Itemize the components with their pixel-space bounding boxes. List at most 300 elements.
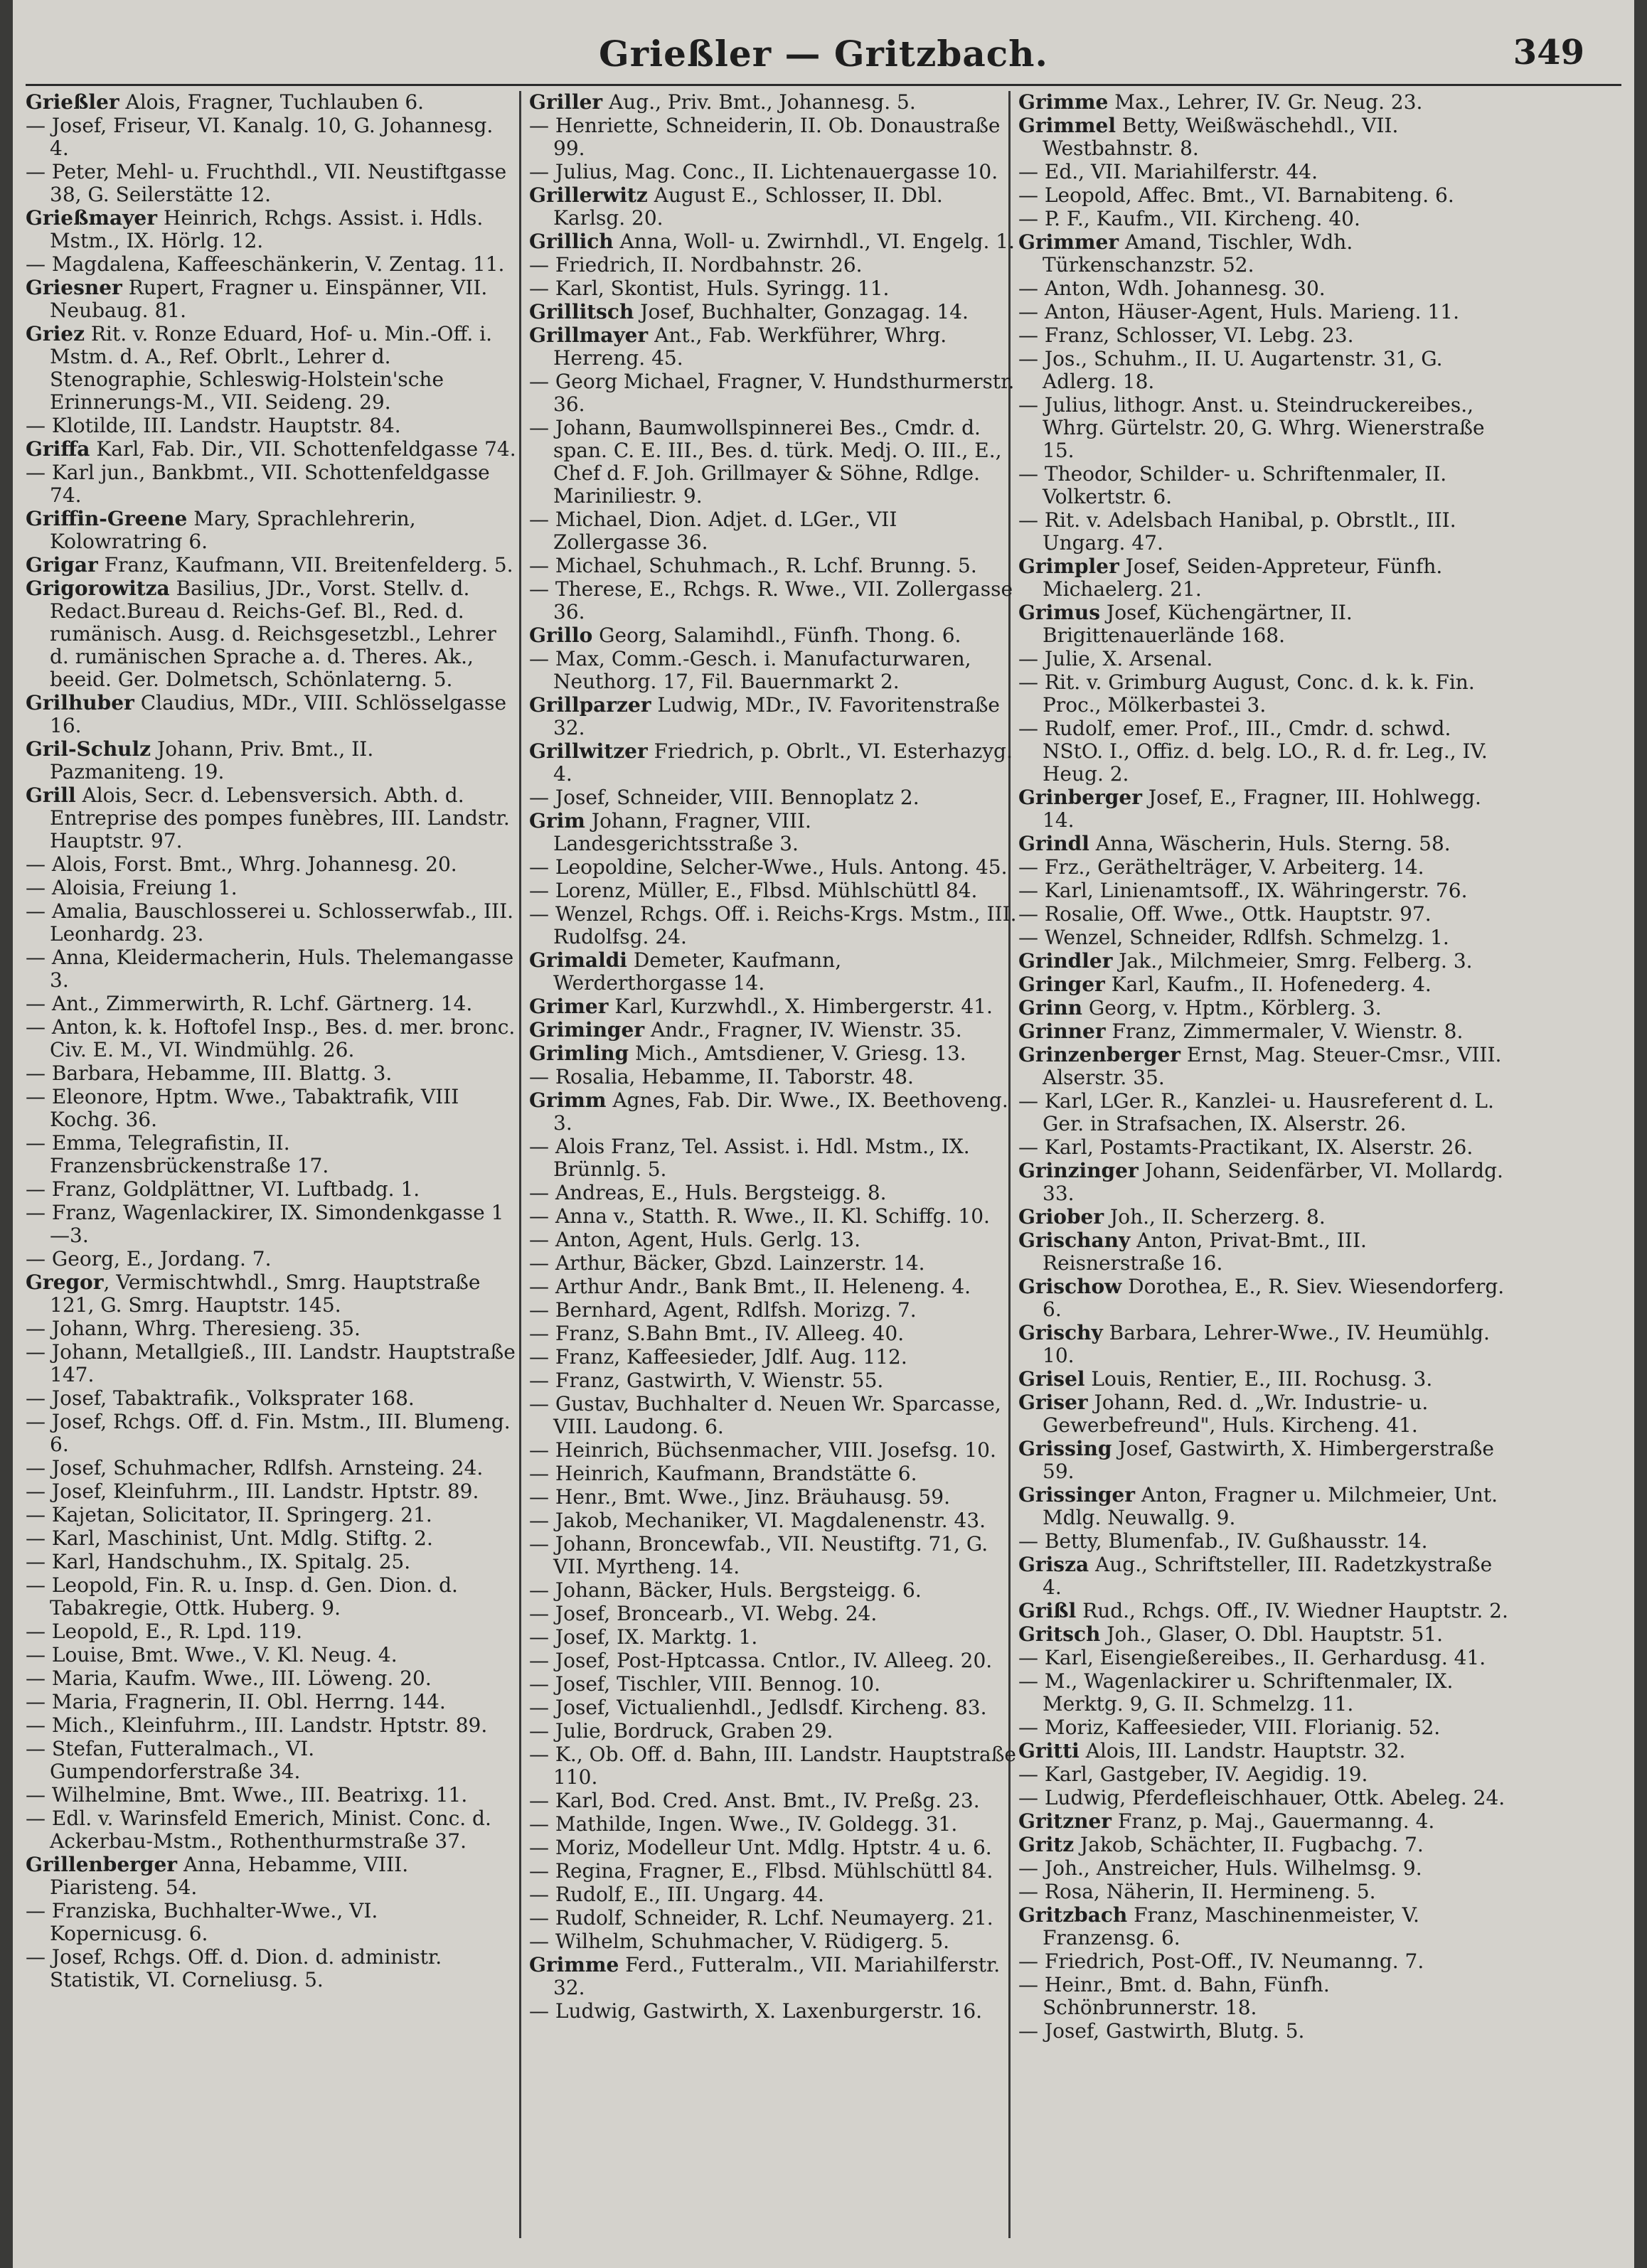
directory-entry	[1018, 231, 1509, 277]
entry-details: — Franz, Schlosser, VI. Lebg. 23.	[1018, 323, 1354, 347]
entry-surname: Gritzner	[1018, 1809, 1112, 1833]
entry-details: — Heinrich, Kaufmann, Brandstätte 6.	[529, 1462, 917, 1485]
entry-surname: Gringer	[1018, 973, 1105, 996]
entry-details: — Anton, k. k. Hoftofel Insp., Bes. d. mer. bronc. Civ. E. M., VI. Windmühlg. 26.	[26, 1015, 516, 1061]
directory-entry	[1018, 161, 1509, 183]
entry-details: Alois, III. Landstr. Hauptstr. 32.	[1079, 1739, 1406, 1762]
entry-surname: Grillwitzer	[529, 739, 648, 763]
entry-details: Ant., Fab. Werkführer, Whrg. Herreng. 45.	[553, 323, 947, 370]
directory-entry	[26, 1248, 516, 1271]
directory-entry	[1018, 1787, 1509, 1809]
entry-details: Anna, Hebamme, VIII. Piaristeng. 54.	[50, 1853, 409, 1899]
entry-details: — Ludwig, Gastwirth, X. Laxenburgerstr. 16.	[529, 1999, 983, 2023]
directory-entry	[1018, 1322, 1509, 1367]
entry-details: — Karl jun., Bankbmt., VII. Schottenfeldgasse 74.	[26, 461, 490, 507]
directory-entry	[26, 1062, 516, 1085]
directory-entry	[26, 1854, 516, 1899]
directory-entry	[529, 1439, 1020, 1462]
directory-entry	[529, 1462, 1020, 1485]
directory-entry	[529, 2000, 1020, 2023]
entry-details: Karl, Kaufm., II. Hofenederg. 4.	[1104, 973, 1432, 996]
directory-entry	[529, 114, 1020, 160]
directory-entry	[529, 1649, 1020, 1672]
directory-entry	[529, 903, 1020, 948]
directory-entry	[26, 161, 516, 206]
entry-surname: Grießler	[26, 90, 119, 114]
entry-surname: Grinberger	[1018, 786, 1142, 809]
entry-details: — Ant., Zimmerwirth, R. Lchf. Gärtnerg. 14.	[26, 992, 473, 1015]
directory-entry	[1018, 856, 1509, 879]
directory-entry	[1018, 1974, 1509, 2019]
entry-surname: Gritz	[1018, 1833, 1075, 1856]
entry-details: — Karl, LGer. R., Kanzlei- u. Hausreferent d. L. Ger. in Strafsachen, IX. Alserstr. 26.	[1018, 1089, 1494, 1135]
entry-details: Karl, Kurzwhdl., X. Himbergerstr. 41.	[608, 995, 993, 1018]
directory-entry	[1018, 786, 1509, 832]
entry-surname: Grissing	[1018, 1437, 1112, 1460]
entry-details: Andr., Fragner, IV. Wienstr. 35.	[644, 1018, 962, 1042]
entry-details: — Ludwig, Pferdefleischhauer, Ottk. Abeleg. 24.	[1018, 1786, 1505, 1809]
directory-entry	[1018, 1438, 1509, 1483]
entry-details: — Josef, Victualienhdl., Jedlsdf. Kircheng. 83.	[529, 1696, 987, 1719]
directory-entry	[529, 1019, 1020, 1042]
directory-entry	[26, 577, 516, 691]
entry-details: — Josef, Rchgs. Off. d. Fin. Mstm., III. Blumeng. 6.	[26, 1410, 511, 1456]
directory-entry	[1018, 277, 1509, 300]
directory-entry	[1018, 997, 1509, 1020]
directory-entry	[529, 301, 1020, 323]
directory-entry	[529, 1393, 1020, 1438]
entry-surname: Grillenberger	[26, 1853, 178, 1876]
entry-details: — K., Ob. Off. d. Bahn, III. Landstr. Hauptstraße 110.	[529, 1743, 1016, 1789]
entry-details: — Lorenz, Müller, E., Flbsd. Mühlschüttl 84.	[529, 879, 978, 902]
entry-details: Max., Lehrer, IV. Gr. Neug. 23.	[1108, 90, 1423, 114]
entry-details: , Vermischtwhdl., Smrg. Hauptstraße 121, G. Smrg. Hauptstr. 145.	[50, 1271, 481, 1317]
entry-details: Franz, Zimmermaler, V. Wienstr. 8.	[1105, 1020, 1464, 1043]
directory-entry	[26, 1341, 516, 1386]
entry-surname: Grinn	[1018, 996, 1083, 1020]
entry-details: — Josef, Tischler, VIII. Bennog. 10.	[529, 1672, 880, 1696]
entry-details: August E., Schlosser, II. Dbl. Karlsg. 20.	[553, 183, 943, 230]
entry-surname: Grisel	[1018, 1367, 1085, 1391]
directory-entry	[1018, 2020, 1509, 2043]
entry-details: — Karl, Handschuhm., IX. Spitalg. 25.	[26, 1550, 411, 1573]
entry-details: — Mathilde, Ingen. Wwe., IV. Goldegg. 31.	[529, 1812, 958, 1836]
directory-entry	[529, 1275, 1020, 1298]
directory-entry	[26, 946, 516, 992]
directory-entry	[529, 1509, 1020, 1532]
directory-entry	[26, 1551, 516, 1573]
directory-entry	[1018, 1553, 1509, 1599]
directory-entry	[1018, 648, 1509, 670]
directory-entry	[1018, 973, 1509, 996]
entry-details: — Bernhard, Agent, Rdlfsh. Morizg. 7.	[529, 1298, 917, 1322]
entry-surname: Griller	[529, 90, 603, 114]
directory-entry	[26, 253, 516, 276]
entry-details: — Johann, Broncewfab., VII. Neustiftg. 71, G. VII. Myrtheng. 14.	[529, 1532, 988, 1578]
entry-details: — Rudolf, emer. Prof., III., Cmdr. d. schwd. NStO. I., Offiz. d. belg. LO., R. d. fr. Leg., IV. Heug. 2.	[1018, 717, 1488, 786]
entry-details: Joh., Glaser, O. Dbl. Hauptstr. 51.	[1100, 1622, 1444, 1646]
directory-entry	[529, 810, 1020, 855]
page-title: Grießler — Gritzbach.	[599, 33, 1048, 75]
directory-entry	[1018, 903, 1509, 926]
entry-surname: Grigorowitza	[26, 577, 170, 600]
directory-column-2	[529, 91, 1020, 2023]
entry-surname: Grischany	[1018, 1229, 1131, 1252]
directory-entry	[26, 1738, 516, 1783]
directory-entry	[1018, 1044, 1509, 1089]
entry-details: — Karl, Linienamtsoff., IX. Währingerstr. 76.	[1018, 879, 1468, 902]
directory-entry	[529, 370, 1020, 416]
entry-surname: Grilhuber	[26, 691, 134, 715]
entry-details: Aug., Priv. Bmt., Johannesg. 5.	[602, 90, 916, 114]
entry-surname: Grimme	[1018, 90, 1109, 114]
directory-entry	[529, 91, 1020, 114]
entry-surname: Grillo	[529, 624, 593, 647]
entry-details: — Anna v., Statth. R. Wwe., II. Kl. Schiffg. 10.	[529, 1204, 990, 1228]
entry-surname: Grinzenberger	[1018, 1043, 1181, 1066]
entry-details: — Emma, Telegrafistin, II. Franzensbrückenstraße 17.	[26, 1131, 329, 1177]
entry-details: — Frz., Geräthelträger, V. Arbeiterg. 14.	[1018, 855, 1424, 879]
directory-entry	[26, 1644, 516, 1667]
entry-details: Joh., II. Scherzerg. 8.	[1104, 1205, 1326, 1229]
entry-details: — Mich., Kleinfuhrm., III. Landstr. Hptstr. 89.	[26, 1713, 488, 1737]
directory-entry	[1018, 601, 1509, 647]
directory-entry	[529, 1299, 1020, 1322]
entry-surname: Gregor	[26, 1271, 104, 1294]
entry-details: — Henriette, Schneiderin, II. Ob. Donaustraße 99.	[529, 114, 1001, 160]
entry-details: Jakob, Schächter, II. Fugbachg. 7.	[1074, 1833, 1424, 1856]
entry-details: — Rit. v. Grimburg August, Conc. d. k. k. Fin. Proc., Mölkerbastei 3.	[1018, 670, 1475, 717]
directory-entry	[529, 1626, 1020, 1649]
entry-details: — Heinrich, Büchsenmacher, VIII. Josefsg. 10.	[529, 1438, 996, 1462]
entry-surname: Grindler	[1018, 949, 1113, 973]
directory-entry	[1018, 1740, 1509, 1762]
directory-entry	[529, 740, 1020, 786]
entry-surname: Gritti	[1018, 1739, 1080, 1762]
entry-details: — Aloisia, Freiung 1.	[26, 876, 238, 899]
directory-entry	[26, 1620, 516, 1643]
directory-entry	[529, 1533, 1020, 1578]
entry-details: Louis, Rentier, E., III. Rochusg. 3.	[1084, 1367, 1433, 1391]
entry-surname: Grillerwitz	[529, 183, 648, 207]
directory-entry	[529, 555, 1020, 577]
directory-entry	[529, 1603, 1020, 1625]
directory-entry	[529, 1579, 1020, 1602]
entry-details: Johann, Priv. Bmt., II. Pazmaniteng. 19.	[50, 737, 374, 783]
entry-details: — Joh., Anstreicher, Huls. Wilhelmsg. 9.	[1018, 1856, 1422, 1880]
entry-details: — Rosalia, Hebamme, II. Taborstr. 48.	[529, 1065, 914, 1088]
directory-entry	[529, 324, 1020, 370]
directory-entry	[529, 1252, 1020, 1275]
entry-details: — Rudolf, E., III. Ungarg. 44.	[529, 1883, 824, 1906]
directory-entry	[26, 1784, 516, 1807]
entry-details: Anna, Wäscherin, Huls. Sterng. 58.	[1089, 832, 1451, 855]
directory-entry	[1018, 184, 1509, 207]
entry-details: — Barbara, Hebamme, III. Blattg. 3.	[26, 1061, 393, 1085]
entry-details: — P. F., Kaufm., VII. Kircheng. 40.	[1018, 207, 1360, 230]
directory-entry	[529, 949, 1020, 995]
entry-details: Anton, Fragner u. Milchmeier, Unt. Mdlg. Neuwallg. 9.	[1043, 1483, 1498, 1529]
entry-details: Alois, Secr. d. Lebensversich. Abth. d. Entreprise des pompes funèbres, III. Landstr. Hauptstr. 97.	[50, 783, 510, 852]
entry-surname: Grimling	[529, 1042, 629, 1065]
header-rule	[26, 84, 1621, 86]
entry-surname: Griser	[1018, 1391, 1088, 1414]
entry-details: — Wenzel, Rchgs. Off. i. Reichs-Krgs. Mstm., III. Rudolfsg. 24.	[529, 902, 1017, 948]
entry-details: — Julie, Bordruck, Graben 29.	[529, 1719, 833, 1743]
entry-details: — Klotilde, III. Landstr. Hauptstr. 84.	[26, 414, 401, 437]
directory-entry	[529, 879, 1020, 902]
entry-details: Johann, Seidenfärber, VI. Mollardg. 33.	[1043, 1159, 1503, 1205]
directory-entry	[529, 624, 1020, 647]
directory-entry	[26, 461, 516, 507]
entry-details: — Theodor, Schilder- u. Schriftenmaler, II. Volkertstr. 6.	[1018, 462, 1447, 508]
directory-entry	[1018, 1670, 1509, 1716]
entry-details: — Josef, Kleinfuhrm., III. Landstr. Hptstr. 89.	[26, 1480, 479, 1503]
entry-details: — Josef, Schuhmacher, Rdlfsh. Arnsteing. 24.	[26, 1456, 484, 1480]
entry-surname: Grim	[529, 809, 585, 833]
directory-entry	[529, 277, 1020, 300]
directory-entry	[26, 1178, 516, 1201]
directory-entry	[26, 900, 516, 946]
entry-details: — Leopold, Fin. R. u. Insp. d. Gen. Dion. d. Tabakregie, Ottk. Huberg. 9.	[26, 1573, 458, 1620]
entry-details: — Wilhelmine, Bmt. Wwe., III. Beatrixg. 11.	[26, 1783, 468, 1807]
directory-entry	[529, 1182, 1020, 1204]
directory-entry	[1018, 1229, 1509, 1275]
entry-details: Heinrich, Rchgs. Assist. i. Hdls. Mstm., IX. Hörlg. 12.	[50, 206, 484, 252]
entry-surname: Grimme	[529, 1953, 619, 1977]
entry-details: — Johann, Bäcker, Huls. Bergsteigg. 6.	[529, 1578, 922, 1602]
directory-entry	[1018, 1275, 1509, 1321]
directory-entry	[26, 554, 516, 577]
directory-entry	[1018, 1206, 1509, 1229]
entry-surname: Grinner	[1018, 1020, 1106, 1043]
directory-entry	[1018, 348, 1509, 393]
entry-details: — Louise, Bmt. Wwe., V. Kl. Neug. 4.	[26, 1643, 398, 1667]
page-number: 349	[1513, 33, 1584, 73]
entry-details: — Andreas, E., Huls. Bergsteigg. 8.	[529, 1181, 887, 1204]
entry-surname: Grisza	[1018, 1553, 1089, 1576]
directory-entry	[1018, 1160, 1509, 1205]
entry-details: — Friedrich, II. Nordbahnstr. 26.	[529, 253, 863, 277]
directory-entry	[1018, 91, 1509, 114]
directory-entry	[26, 877, 516, 899]
entry-details: — Josef, Friseur, VI. Kanalg. 10, G. Johannesg. 4.	[26, 114, 494, 160]
entry-surname: Grindl	[1018, 832, 1089, 855]
directory-entry	[529, 1907, 1020, 1930]
directory-entry	[529, 161, 1020, 183]
directory-entry	[1018, 1530, 1509, 1553]
entry-surname: Grill	[26, 783, 76, 807]
entry-details: Ernst, Mag. Steuer-Cmsr., VIII. Alserstr. 35.	[1043, 1043, 1502, 1089]
directory-entry	[1018, 1716, 1509, 1739]
entry-details: Barbara, Lehrer-Wwe., IV. Heumühlg. 10.	[1043, 1321, 1490, 1367]
entry-details: Anton, Privat-Bmt., III. Reisnerstraße 16.	[1043, 1229, 1367, 1275]
entry-surname: Grillich	[529, 230, 614, 253]
entry-details: Josef, Küchengärtner, II. Brigittenauerlände 168.	[1043, 601, 1353, 647]
directory-entry	[26, 1714, 516, 1737]
directory-entry	[529, 230, 1020, 253]
entry-details: — Gustav, Buchhalter d. Neuen Wr. Sparcasse, VIII. Laudong. 6.	[529, 1392, 1001, 1438]
entry-details: Rupert, Fragner u. Einspänner, VII. Neubaug. 81.	[50, 276, 488, 322]
entry-details: — Heinr., Bmt. d. Bahn, Fünfh. Schönbrunnerstr. 18.	[1018, 1973, 1330, 2019]
entry-surname: Grissinger	[1018, 1483, 1135, 1507]
entry-surname: Grischy	[1018, 1321, 1103, 1344]
directory-entry	[26, 91, 516, 114]
directory-entry	[1018, 879, 1509, 902]
directory-entry	[529, 1369, 1020, 1392]
directory-entry	[1018, 1834, 1509, 1856]
entry-surname: Griffa	[26, 437, 90, 461]
entry-details: — Karl, Bod. Cred. Anst. Bmt., IV. Preßg. 23.	[529, 1789, 980, 1812]
entry-details: — Franz, Goldplättner, VI. Luftbadg. 1.	[26, 1177, 420, 1201]
entry-details: — Alois, Forst. Bmt., Whrg. Johannesg. 20.	[26, 852, 457, 876]
directory-entry	[529, 1954, 1020, 1999]
entry-surname: Griober	[1018, 1205, 1104, 1229]
entry-details: — Kajetan, Solicitator, II. Springerg. 21.	[26, 1503, 432, 1526]
entry-details: Josef, E., Fragner, III. Hohlwegg. 14.	[1043, 786, 1481, 832]
directory-entry	[26, 277, 516, 322]
entry-details: — Karl, Skontist, Huls. Syringg. 11.	[529, 277, 890, 300]
entry-details: — Maria, Kaufm. Wwe., III. Löweng. 20.	[26, 1667, 432, 1690]
directory-entry	[1018, 1020, 1509, 1043]
entry-details: — Alois Franz, Tel. Assist. i. Hdl. Mstm., IX. Brünnlg. 5.	[529, 1135, 970, 1181]
entry-details: Amand, Tischler, Wdh. Türkenschanzstr. 52.	[1043, 230, 1353, 277]
directory-entry	[1018, 208, 1509, 230]
entry-details: Ferd., Futteralm., VII. Mariahilferstr. 32.	[553, 1953, 1001, 1999]
directory-entry	[26, 414, 516, 437]
directory-entry	[529, 1836, 1020, 1859]
directory-entry	[26, 1527, 516, 1550]
entry-details: — Rit. v. Adelsbach Hanibal, p. Obrstlt., III. Ungarg. 47.	[1018, 508, 1456, 555]
entry-details: — Georg, E., Jordang. 7.	[26, 1247, 272, 1271]
directory-entry	[529, 184, 1020, 230]
entry-details: — Josef, Schneider, VIII. Bennoplatz 2.	[529, 786, 920, 809]
entry-details: — Josef, Broncearb., VI. Webg. 24.	[529, 1602, 878, 1625]
entry-details: — Ed., VII. Mariahilferstr. 44.	[1018, 160, 1318, 183]
directory-entry	[1018, 463, 1509, 508]
directory-entry	[529, 1696, 1020, 1719]
entry-surname: Grillmayer	[529, 323, 649, 347]
entry-details: — Leopold, E., R. Lpd. 119.	[26, 1620, 302, 1643]
directory-entry	[26, 1667, 516, 1690]
entry-details: — Regina, Fragner, E., Flbsd. Mühlschüttl 84.	[529, 1859, 993, 1883]
entry-details: — Anton, Wdh. Johannesg. 30.	[1018, 277, 1326, 300]
entry-details: Johann, Fragner, VIII. Landesgerichtsstraße 3.	[553, 809, 811, 855]
directory-entry	[1018, 1600, 1509, 1622]
directory-entry	[529, 1883, 1020, 1906]
directory-entry	[529, 254, 1020, 277]
entry-details: — Friedrich, Post-Off., IV. Neumanng. 7.	[1018, 1949, 1424, 1973]
page-header	[13, 28, 1634, 85]
entry-details: — Karl, Gastgeber, IV. Aegidig. 19.	[1018, 1762, 1368, 1786]
entry-surname: Grimmel	[1018, 114, 1116, 137]
entry-details: — Franz, Kaffeesieder, Jdlf. Aug. 112.	[529, 1345, 907, 1369]
directory-entry	[529, 1346, 1020, 1369]
entry-details: — Maria, Fragnerin, II. Obl. Herrng. 144.	[26, 1690, 446, 1713]
directory-entry	[529, 1042, 1020, 1065]
entry-details: — Rudolf, Schneider, R. Lchf. Neumayerg. 21.	[529, 1906, 993, 1930]
directory-entry	[1018, 1136, 1509, 1159]
entry-details: — Arthur, Bäcker, Gbzd. Lainzerstr. 14.	[529, 1251, 925, 1275]
directory-entry	[26, 993, 516, 1015]
directory-entry	[26, 1900, 516, 1945]
entry-details: Anna, Woll- u. Zwirnhdl., VI. Engelg. 1.	[613, 230, 1015, 253]
entry-details: — Karl, Eisengießereibes., II. Gerhardusg. 41.	[1018, 1646, 1486, 1669]
entry-surname: Grimus	[1018, 601, 1101, 624]
entry-details: — Rosa, Näherin, II. Hermineng. 5.	[1018, 1880, 1376, 1903]
directory-column-1	[26, 91, 516, 1992]
entry-details: Friedrich, p. Obrlt., VI. Esterhazyg. 4.	[553, 739, 1013, 786]
column-divider-1	[519, 91, 521, 2238]
directory-entry	[1018, 394, 1509, 462]
directory-entry	[1018, 1647, 1509, 1669]
entry-details: — Jos., Schuhm., II. U. Augartenstr. 31, G. Adlerg. 18.	[1018, 347, 1443, 393]
directory-entry	[26, 1086, 516, 1131]
entry-details: — Julius, lithogr. Anst. u. Steindruckereibes., Whrg. Gürtelstr. 20, G. Whrg. Wienerstraße 15.	[1018, 393, 1485, 462]
entry-details: — Michael, Dion. Adjet. d. LGer., VII Zollergasse 36.	[529, 508, 897, 554]
entry-details: — Wenzel, Schneider, Rdlfsh. Schmelzg. 1.	[1018, 926, 1449, 949]
directory-entry	[26, 1016, 516, 1061]
directory-entry	[529, 1790, 1020, 1812]
entry-details: — Josef, IX. Marktg. 1.	[529, 1625, 758, 1649]
directory-entry	[1018, 833, 1509, 855]
entry-details: — Julius, Mag. Conc., II. Lichtenauergasse 10.	[529, 160, 998, 183]
entry-details: Mich., Amtsdiener, V. Griesg. 13.	[629, 1042, 966, 1065]
directory-entry	[529, 1813, 1020, 1836]
entry-surname: Grillitsch	[529, 300, 634, 323]
directory-entry	[26, 853, 516, 876]
entry-surname: Grimm	[529, 1088, 607, 1112]
directory-entry	[1018, 671, 1509, 717]
entry-details: — Julie, X. Arsenal.	[1018, 647, 1213, 670]
entry-details: Betty, Weißwäschehdl., VII. Westbahnstr. 8.	[1043, 114, 1399, 160]
entry-surname: Grießmayer	[26, 206, 157, 230]
directory-entry	[1018, 926, 1509, 949]
entry-details: — Josef, Post-Hptcassa. Cntlor., IV. Alleeg. 20.	[529, 1649, 993, 1672]
directory-entry	[1018, 1950, 1509, 1973]
entry-details: Rit. v. Ronze Eduard, Hof- u. Min.-Off. i. Mstm. d. A., Ref. Obrlt., Lehrer d. Stenographie, Schleswig-Holstein'sche Erinnerungs-M., VII. Seideng. 29.	[50, 322, 493, 414]
entry-details: — Michael, Schuhmach., R. Lchf. Brunng. 5.	[529, 554, 977, 577]
directory-entry	[26, 1504, 516, 1526]
directory-entry	[26, 114, 516, 160]
directory-entry	[26, 1480, 516, 1503]
directory-entry	[529, 856, 1020, 879]
entry-details: — Karl, Postamts-Practikant, IX. Alserstr. 26.	[1018, 1135, 1473, 1159]
entry-surname: Griesner	[26, 276, 122, 299]
directory-entry	[529, 1743, 1020, 1789]
entry-surname: Grischow	[1018, 1275, 1122, 1298]
entry-details: Josef, Seiden-Appreteur, Fünfh. Michaelerg. 21.	[1043, 555, 1443, 601]
directory-entry	[26, 1691, 516, 1713]
entry-details: — Georg Michael, Fragner, V. Hundsthurmerstr. 36.	[529, 370, 1015, 416]
directory-entry	[26, 438, 516, 461]
entry-details: Agnes, Fab. Dir. Wwe., IX. Beethoveng. 3.	[553, 1088, 1008, 1135]
entry-surname: Griminger	[529, 1018, 645, 1042]
directory-entry	[26, 1457, 516, 1480]
directory-entry	[529, 1322, 1020, 1345]
entry-details: — Amalia, Bauschlosserei u. Schlosserwfab., III. Leonhardg. 23.	[26, 899, 514, 946]
entry-details: — Henr., Bmt. Wwe., Jinz. Bräuhausg. 59.	[529, 1485, 950, 1509]
entry-surname: Gritzbach	[1018, 1903, 1128, 1927]
directory-entry	[529, 1720, 1020, 1743]
directory-entry	[26, 508, 516, 553]
directory-entry	[26, 1946, 516, 1991]
entry-surname: Griez	[26, 322, 85, 346]
directory-entry	[26, 1271, 516, 1317]
entry-details: — Edl. v. Warinsfeld Emerich, Minist. Conc. d. Ackerbau-Mstm., Rothenthurmstraße 37.	[26, 1807, 491, 1853]
directory-entry	[1018, 1810, 1509, 1833]
entry-details: — Stefan, Futteralmach., VI. Gumpendorferstraße 34.	[26, 1737, 315, 1783]
